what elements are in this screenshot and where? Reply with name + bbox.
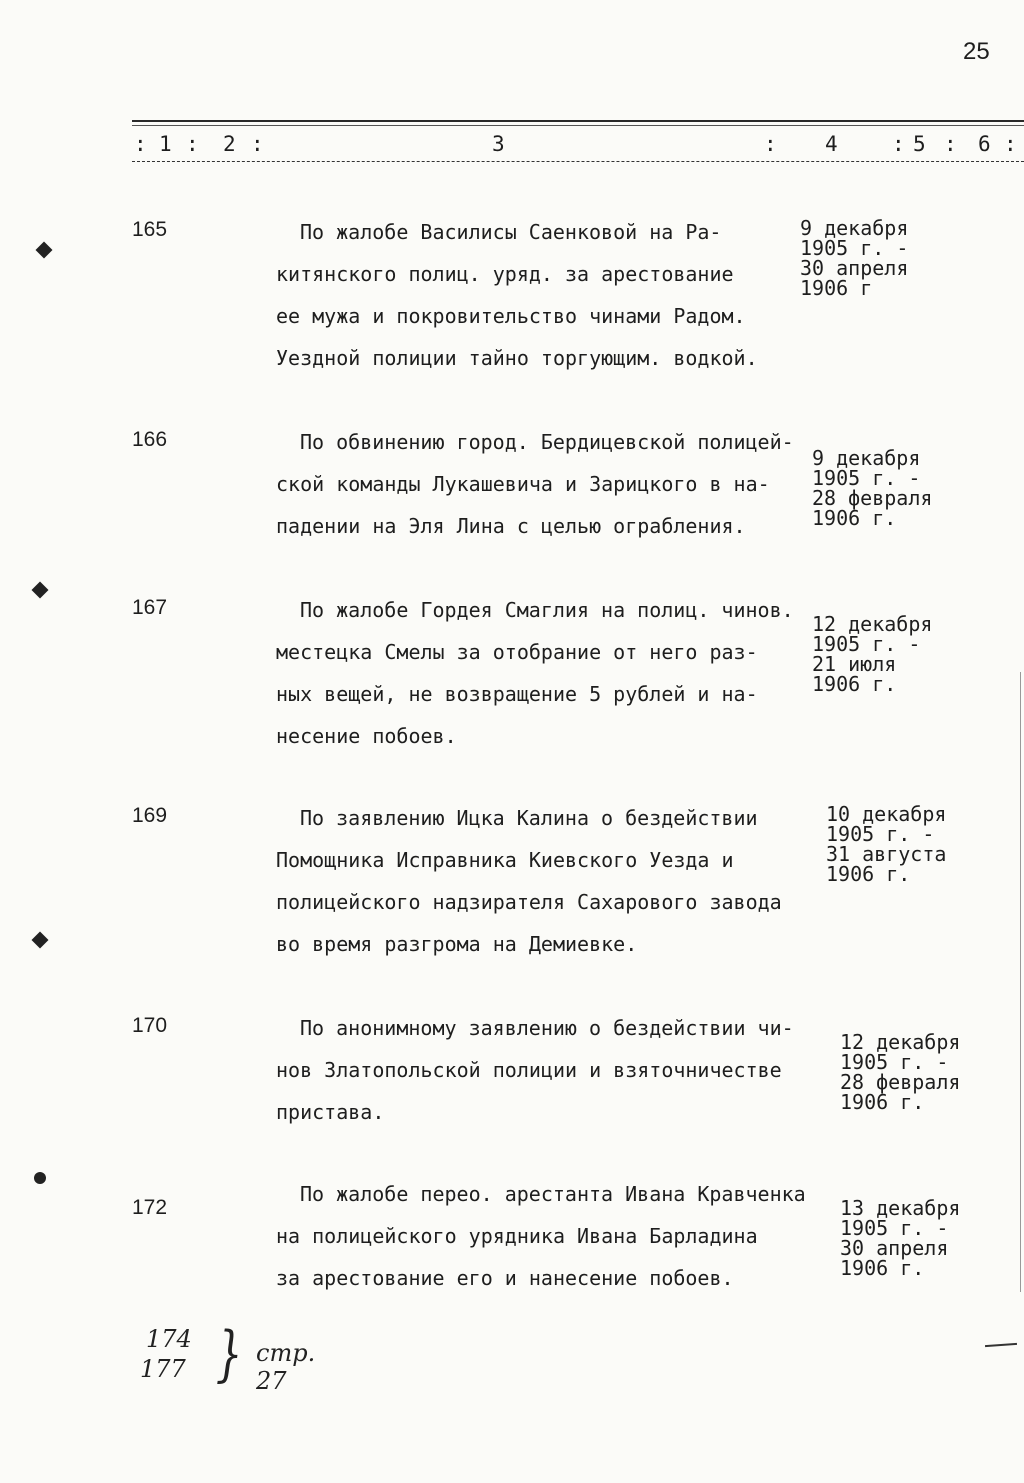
date-line: 1906 г.: [840, 1256, 925, 1280]
entry-description: [276, 1180, 846, 1306]
column-header-5: 5: [913, 132, 926, 156]
column-separator: :: [892, 132, 905, 156]
description-line: Помощника Исправника Киевского Уезда и: [276, 848, 734, 872]
entry-dates: [812, 614, 932, 694]
date-line: 1906 г: [800, 276, 873, 300]
description-line: Уездной полиции тайно торгующим. водкой.: [276, 346, 758, 370]
entry-number: 167: [132, 596, 168, 619]
description-line: падении на Эля Лина с целью ограбления.: [276, 514, 746, 538]
description-line: во время разгрома на Демиевке.: [276, 932, 638, 956]
handwritten-number: 177: [140, 1355, 186, 1383]
description-line: По жалобе перео. арестанта Ивана Кравченка: [300, 1182, 806, 1206]
handwritten-page-reference: стр. 27: [256, 1339, 316, 1395]
header-rule-mid: [132, 125, 1024, 126]
header-rule-top: [132, 120, 1024, 122]
column-separator: :: [134, 132, 147, 156]
date-line: 1905 г. -: [812, 466, 921, 490]
column-separator: :: [1004, 132, 1017, 156]
description-line: несение побоев.: [276, 724, 457, 748]
entry-dates: [800, 218, 908, 298]
page-edge-line: [1020, 672, 1021, 1292]
date-line: 1905 г. -: [840, 1050, 949, 1074]
handwritten-number: 174: [146, 1325, 192, 1353]
entry-description: [276, 428, 846, 554]
description-line: нов Златопольской полиции и взяточничестве: [276, 1058, 782, 1082]
description-line: ных вещей, не возвращение 5 рублей и на-: [276, 682, 758, 706]
description-line: пристава.: [276, 1100, 385, 1124]
date-line: 1906 г.: [812, 672, 897, 696]
page-number: 25: [963, 38, 990, 65]
entry-dates: [840, 1032, 960, 1112]
binding-mark: [32, 582, 49, 599]
entry-dates: [826, 804, 946, 884]
column-header-3: 3: [492, 132, 505, 156]
entry-number: 169: [132, 804, 168, 827]
date-line: 31 августа: [826, 842, 947, 866]
column-header-6: 6: [978, 132, 991, 156]
date-line: 1905 г. -: [800, 236, 909, 260]
column-header-2: 2: [223, 132, 236, 156]
description-line: местецка Смелы за отобрание от него раз-: [276, 640, 758, 664]
date-line: 12 декабря: [840, 1030, 961, 1054]
date-line: 13 декабря: [840, 1196, 961, 1220]
date-line: 12 декабря: [812, 612, 933, 636]
description-line: По жалобе Гордея Смаглия на полиц. чинов.: [300, 598, 794, 622]
description-line: По жалобе Василисы Саенковой на Ра-: [300, 220, 722, 244]
date-line: 1905 г. -: [812, 632, 921, 656]
entry-description: [276, 596, 846, 764]
entry-description: [276, 804, 846, 972]
column-separator: :: [186, 132, 199, 156]
date-line: 10 декабря: [826, 802, 947, 826]
date-line: 9 декабря: [812, 446, 921, 470]
date-line: 28 февраля: [840, 1070, 961, 1094]
description-line: По заявлению Ицка Калина о бездействии: [300, 806, 758, 830]
binding-mark: [32, 932, 49, 949]
date-line: 1906 г.: [840, 1090, 925, 1114]
description-line: ской команды Лукашевича и Зарицкого в на-: [276, 472, 770, 496]
entry-number: 166: [132, 428, 168, 451]
description-line: По анонимному заявлению о бездействии чи-: [300, 1016, 794, 1040]
column-header-1: 1: [159, 132, 172, 156]
description-line: на полицейского урядника Ивана Барладина: [276, 1224, 758, 1248]
entry-number: 165: [132, 218, 168, 241]
binding-mark: [34, 1172, 46, 1184]
entry-dates: [840, 1198, 960, 1278]
entry-dates: [812, 448, 932, 528]
date-line: 30 апреля: [840, 1236, 949, 1260]
date-line: 9 декабря: [800, 216, 909, 240]
entry-description: [276, 218, 846, 386]
binding-mark: [36, 242, 53, 259]
description-line: По обвинению город. Бердицевской полицей-: [300, 430, 794, 454]
header-rule-bottom: [132, 161, 1024, 162]
column-separator: :: [764, 132, 777, 156]
description-line: за арестование его и нанесение побоев.: [276, 1266, 734, 1290]
date-line: 21 июля: [812, 652, 897, 676]
description-line: полицейского надзирателя Сахарового завода: [276, 890, 782, 914]
column-separator: :: [251, 132, 264, 156]
handwritten-brace: }: [215, 1319, 243, 1389]
margin-stroke: [985, 1343, 1017, 1347]
column-header-4: 4: [825, 132, 838, 156]
entry-description: [276, 1014, 846, 1140]
date-line: 1905 г. -: [840, 1216, 949, 1240]
column-separator: :: [944, 132, 957, 156]
entry-number: 170: [132, 1014, 168, 1037]
description-line: ее мужа и покровительство чинами Радом.: [276, 304, 746, 328]
entry-number: 172: [132, 1196, 168, 1219]
date-line: 28 февраля: [812, 486, 933, 510]
date-line: 1906 г.: [812, 506, 897, 530]
description-line: китянского полиц. уряд. за арестование: [276, 262, 734, 286]
date-line: 1905 г. -: [826, 822, 935, 846]
date-line: 1906 г.: [826, 862, 911, 886]
date-line: 30 апреля: [800, 256, 909, 280]
